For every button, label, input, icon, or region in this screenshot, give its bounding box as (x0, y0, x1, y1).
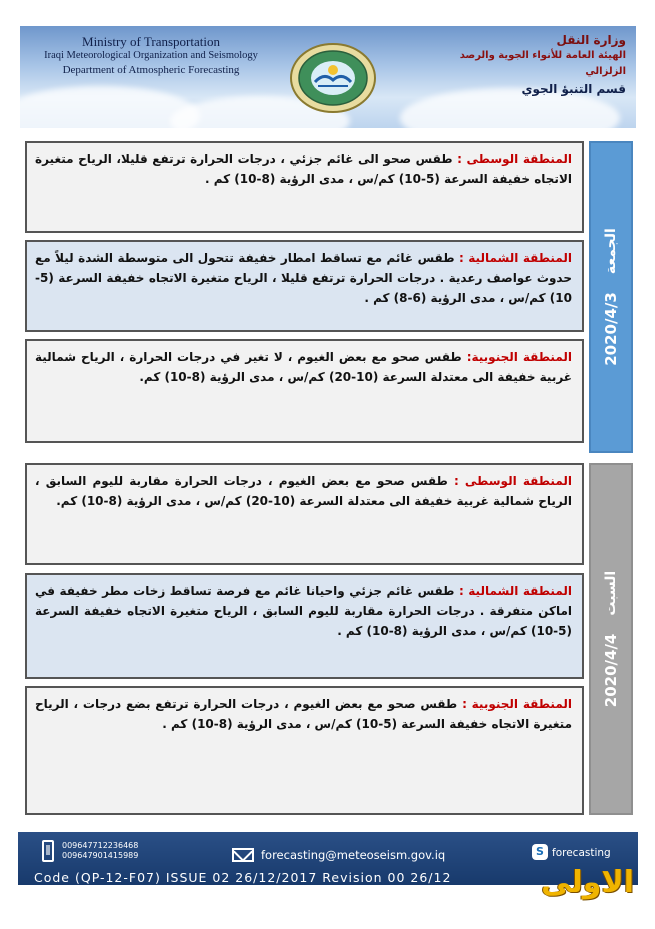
organization-name-ar: الهيئة العامة للأنواء الجوية والرصد الزلزالي (459, 50, 626, 77)
forecast-day2-south (25, 686, 584, 815)
region-label: المنطقة الشمالية : (458, 251, 572, 265)
day-name: السبت (603, 570, 619, 616)
forecast-day1-central (25, 141, 584, 233)
forecast-day2-north (25, 573, 584, 679)
region-label: المنطقة الجنوبية : (462, 697, 572, 711)
forecast-day1-south (25, 339, 584, 443)
day-date: 2020/4/4 (602, 633, 620, 708)
site-watermark: الاولى (541, 865, 634, 900)
email-address: forecasting@meteoseism.gov.iq (261, 848, 446, 862)
document-code: Code (QP-12-F07) ISSUE 02 26/12/2017 Revision 00 26/12 (34, 870, 452, 885)
department-name-en: Department of Atmospheric Forecasting (62, 64, 240, 76)
phone-icon (42, 840, 54, 862)
header-english-block (36, 34, 266, 77)
region-label: المنطقة الوسطى : (457, 152, 572, 166)
ministry-name-en: Ministry of Transportation (82, 34, 220, 49)
forecast-text: طقس غائم مع تساقط امطار خفيفة تتحول الى متوسطة الشدة ليلاً مع حدوث عواصف رعدية . درجات الحرارة ترتفع قليلا ، الرياح متغيرة الاتجاه خفيفة السرعة (5-10) كم/س ، مدى الرؤية (6-8) كم . (35, 251, 572, 305)
day-panel-1 (589, 141, 633, 453)
forecast-text: طقس صحو مع بعض الغيوم ، لا تغير في درجات الحرارة ، الرياح شمالية غربية خفيفة الى معتدلة السرعة (10-20) كم/س ، مدى الرؤية (8-10) كم. (35, 350, 572, 384)
skype-handle: forecasting (552, 847, 611, 859)
forecast-text: طقس صحو الى غائم جزئي ، درجات الحرارة ترتفع قليلا، الرياح متغيرة الاتجاه خفيفة السرعة (5-10) كم/س ، مدى الرؤية (8-10) كم . (35, 152, 572, 186)
department-name-ar: قسم التنبؤ الجوي (521, 82, 626, 96)
day-date: 2020/4/3 (602, 292, 620, 366)
day-name: الجمعة (603, 228, 619, 275)
header-arabic-block (426, 32, 626, 98)
organization-logo-icon (288, 42, 378, 114)
organization-name-en: Iraqi Meteorological Organization and Seismology (44, 50, 258, 61)
header-banner (20, 26, 636, 128)
region-label: المنطقة الوسطى : (453, 474, 572, 488)
phone-numbers (62, 841, 138, 861)
mail-icon (232, 848, 254, 862)
forecast-text: طقس صحو مع بعض الغيوم ، درجات الحرارة مقاربة لليوم السابق ، الرياح شمالية غربية خفيفة الى معتدلة السرعة (10-20) كم/س ، مدى الرؤية (8-10) كم. (35, 474, 572, 508)
phone-number-2: 009647901415989 (62, 851, 139, 860)
forecast-text: طقس غائم جزئي واحيانا غائم مع فرصة تساقط زخات مطر خفيفة في اماكن متفرقة . درجات الحرارة مقاربة لليوم السابق ، الرياح متغيرة الاتجاه خفيفة السرعة (5-10) كم/س ، مدى الرؤية (8-10) كم . (35, 584, 572, 638)
region-label: المنطقة الجنوبية: (466, 350, 572, 364)
day-label-1 (602, 228, 620, 366)
forecast-text: طقس صحو مع بعض الغيوم ، درجات الحرارة ترتفع بضع درجات ، الرياح متغيرة الاتجاه خفيفة السرعة (5-10) كم/س ، مدى الرؤية (8-10) كم . (35, 697, 572, 731)
region-label: المنطقة الشمالية : (458, 584, 572, 598)
forecast-day1-north (25, 240, 584, 332)
forecast-day2-central (25, 463, 584, 565)
phone-number-1: 009647712236468 (62, 841, 139, 850)
day-panel-2 (589, 463, 633, 815)
day-label-2 (602, 571, 620, 707)
skype-icon: S (532, 844, 548, 860)
ministry-name-ar: وزارة النقل (556, 33, 626, 47)
